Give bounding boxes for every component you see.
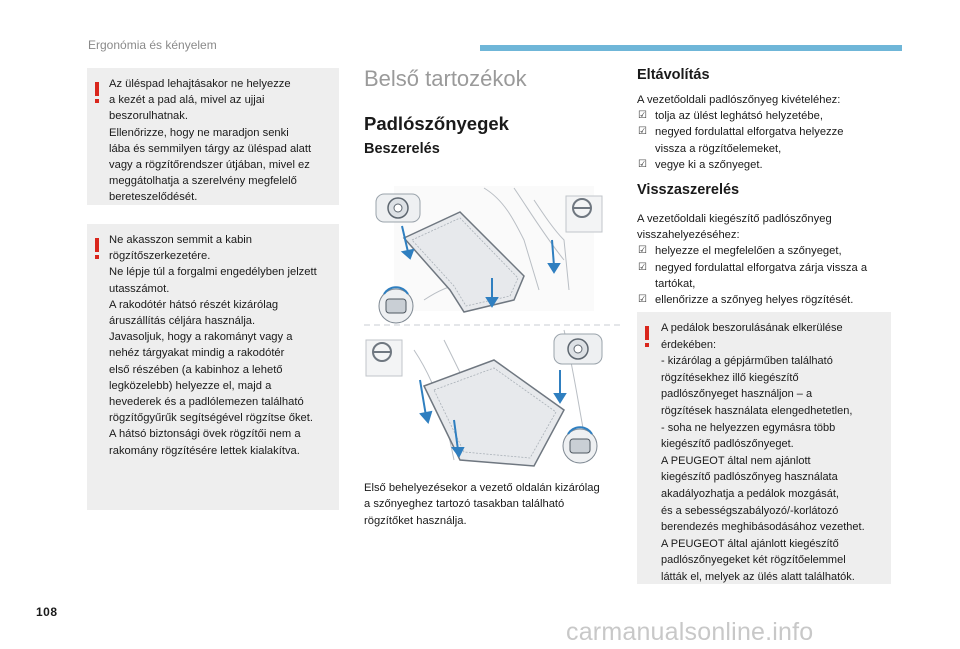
removal-heading: Eltávolítás [637, 67, 710, 83]
list-item: ☑ negyed fordulattal elforgatva zárja vissza a tartókat, [638, 261, 868, 290]
removal-instructions [637, 92, 899, 173]
steering-wheel-icon [566, 196, 602, 232]
rotate-clip-icon [379, 287, 413, 323]
running-header: Ergonómia és kényelem [88, 38, 217, 52]
warning-box-pedals [637, 312, 891, 584]
fixing-clip-inset-icon [554, 334, 602, 364]
floor-mat-illustration [364, 180, 622, 470]
refit-heading: Visszaszerelés [637, 182, 740, 198]
install-heading: Beszerelés [364, 141, 440, 157]
warning-box-cargo [87, 224, 339, 510]
list-item: ☑ helyezze el megfelelően a szőnyeget, [637, 243, 899, 259]
checkbox-bullet-icon: ☑ [638, 294, 647, 306]
warning-text: Az üléspad lehajtásakor ne helyezze a kezét a pad alá, mivel az ujjai beszorulhatnak. Ellenőrizze, hogy ne maradjon senki lába és semmilyen tárgy az üléspad alatt vagy a rögzítőrendszer útjában, mivel ez meggátolhatja a szerelvény megfelelő bereteszelődését. [109, 78, 312, 204]
fixing-clip-inset-icon [376, 194, 420, 222]
page-number: 108 [36, 605, 58, 619]
refit-intro: A vezetőoldali kiegészítő padlószőnyeg visszahelyezéséhez: [637, 213, 832, 242]
checkbox-bullet-icon: ☑ [638, 110, 647, 122]
refit-instructions [637, 211, 899, 308]
list-item: ☑ negyed fordulattal elforgatva helyezze vissza a rögzítőelemeket, [638, 126, 844, 155]
section-title: Belső tartozékok [364, 66, 527, 91]
warning-box-bench-seat [87, 68, 339, 205]
install-instructions: Első behelyezésekor a vezető oldalán kizárólag a szőnyeghez tartozó tasakban található rögzítőket használja. [364, 482, 600, 527]
warning-exclamation-icon [95, 238, 99, 252]
list-item: ☑ vegye ki a szőnyeget. [637, 157, 899, 173]
subsection-title: Padlószőnyegek [364, 113, 509, 134]
header-accent-bar [480, 45, 902, 51]
list-item: ☑ ellenőrizze a szőnyeg helyes rögzítését. [637, 292, 899, 308]
watermark: carmanualsonline.info [566, 618, 814, 646]
rotate-clip-icon [563, 427, 597, 463]
steering-wheel-icon [366, 340, 402, 376]
warning-text: A pedálok beszorulásának elkerülése érdekében: - kizárólag a gépjárműben található rögzítésekhez illő kiegészítő padlószőnyeget használjon – a rögzítések használata elengedhetetlen, - soha ne helyezzen egymásra több kiegészítő padlószőnyeget. A PEUGEOT által nem ajánlott kiegészítő padlószőnyeg használata akadályozhatja a pedálok mozgását, és a sebességszabályozó/-korlátozó berendezés meghibásodásához vezethet. A PEUGEOT által ajánlott kiegészítő padlószőnyegeket két rögzítőelemmel látták el, melyek az ülés alatt találhatók. [661, 322, 865, 583]
warning-exclamation-icon [95, 82, 99, 96]
checkbox-bullet-icon: ☑ [638, 245, 647, 257]
checkbox-bullet-icon: ☑ [638, 261, 647, 273]
list-item: ☑ tolja az ülést leghátsó helyzetébe, [637, 108, 899, 124]
removal-intro: A vezetőoldali padlószőnyeg kivételéhez: [637, 94, 841, 106]
warning-exclamation-icon [645, 326, 649, 340]
checkbox-bullet-icon: ☑ [638, 158, 647, 170]
checkbox-bullet-icon: ☑ [638, 126, 647, 138]
warning-text: Ne akasszon semmit a kabin rögzítőszerkezetére. Ne lépje túl a forgalmi engedélyben jelzett utasszámot. A rakodótér hátsó részét kizárólag áruszállítás céljára használja. Javasoljuk, hogy a rakományt vagy a nehéz tárgyakat mindig a rakodótér első részében (a kabinhoz a lehető legközelebb) helyezze el, majd a hevederek és a padlólemezen található rögzítőgyűrűk segítségével rögzítse őket. A hátsó biztonsági övek rögzítői nem a rakomány rögzítésére lettek kialakítva. [109, 234, 317, 457]
